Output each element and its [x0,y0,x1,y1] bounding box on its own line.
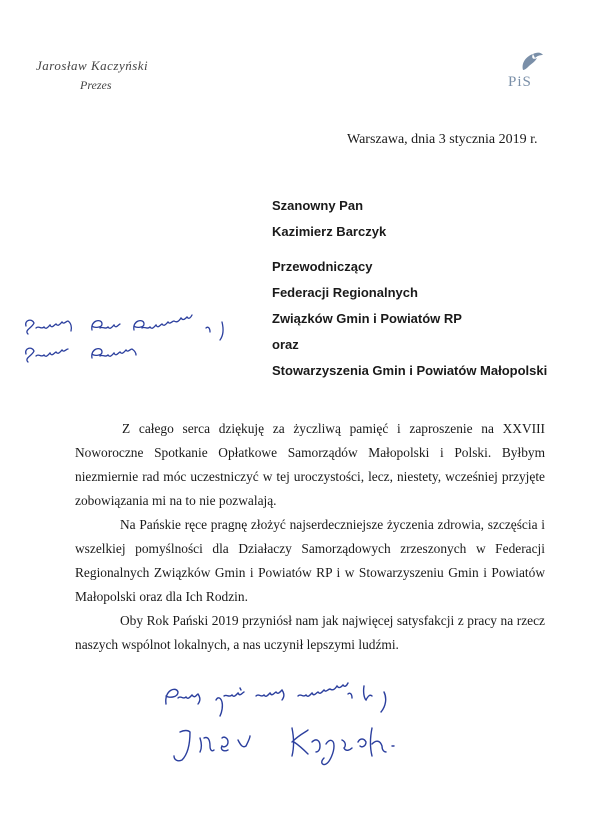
recipient-line: oraz [272,337,299,352]
handwritten-signature [160,680,430,775]
logo-text: PiS [508,74,532,90]
letter-paragraph [75,513,545,609]
author-role: Prezes [80,78,112,92]
party-logo [503,50,553,95]
date-line: Warszawa, dnia 3 stycznia 2019 r. [347,132,538,147]
paragraph-text: Na Pańskie ręce pragnę złożyć najserdeczniejsze życzenia zdrowia, szczęścia i wszelkiej pomyślności dla Działaczy Samorządowych zrzeszonych w Federacji Regionalnych Związków Gmin i Powiatów RP i w Stowarzyszeniu Gmin i Powiatów Małopolski oraz dla Ich Rodzin. [75,517,545,604]
recipient-line: Związków Gmin i Powiatów RP [272,311,462,326]
recipient-line: Szanowny Pan [272,198,364,213]
recipient-line: Kazimierz Barczyk [272,224,387,239]
author-name: Jarosław Kaczyński [36,58,149,73]
recipient-line: Stowarzyszenia Gmin i Powiatów Małopolski [272,363,548,378]
letter-paragraph [75,609,545,657]
recipient-line: Federacji Regionalnych [272,285,418,300]
paragraph-text: Z całego serca dziękuję za życzliwą pamięć i zaproszenie na XXVIII Noworoczne Spotkanie Opłatkowe Samorządów Małopolski i Polski. Byłbym niezmiernie rad móc uczestniczyć w tej uroczystości, lecz, niestety, wcześniej przyjęte zobowiązania mi na to nie pozwalają. [75,421,545,508]
eagle-icon [503,50,553,76]
handwritten-greeting [22,314,257,379]
recipient-line: Przewodniczący [272,259,373,274]
letter-paragraph [75,417,545,513]
paragraph-text: Oby Rok Pański 2019 przyniósł nam jak najwięcej satysfakcji z pracy na rzecz naszych wspólnot lokalnych, a nas uczynił lepszymi ludźmi. [75,613,545,652]
